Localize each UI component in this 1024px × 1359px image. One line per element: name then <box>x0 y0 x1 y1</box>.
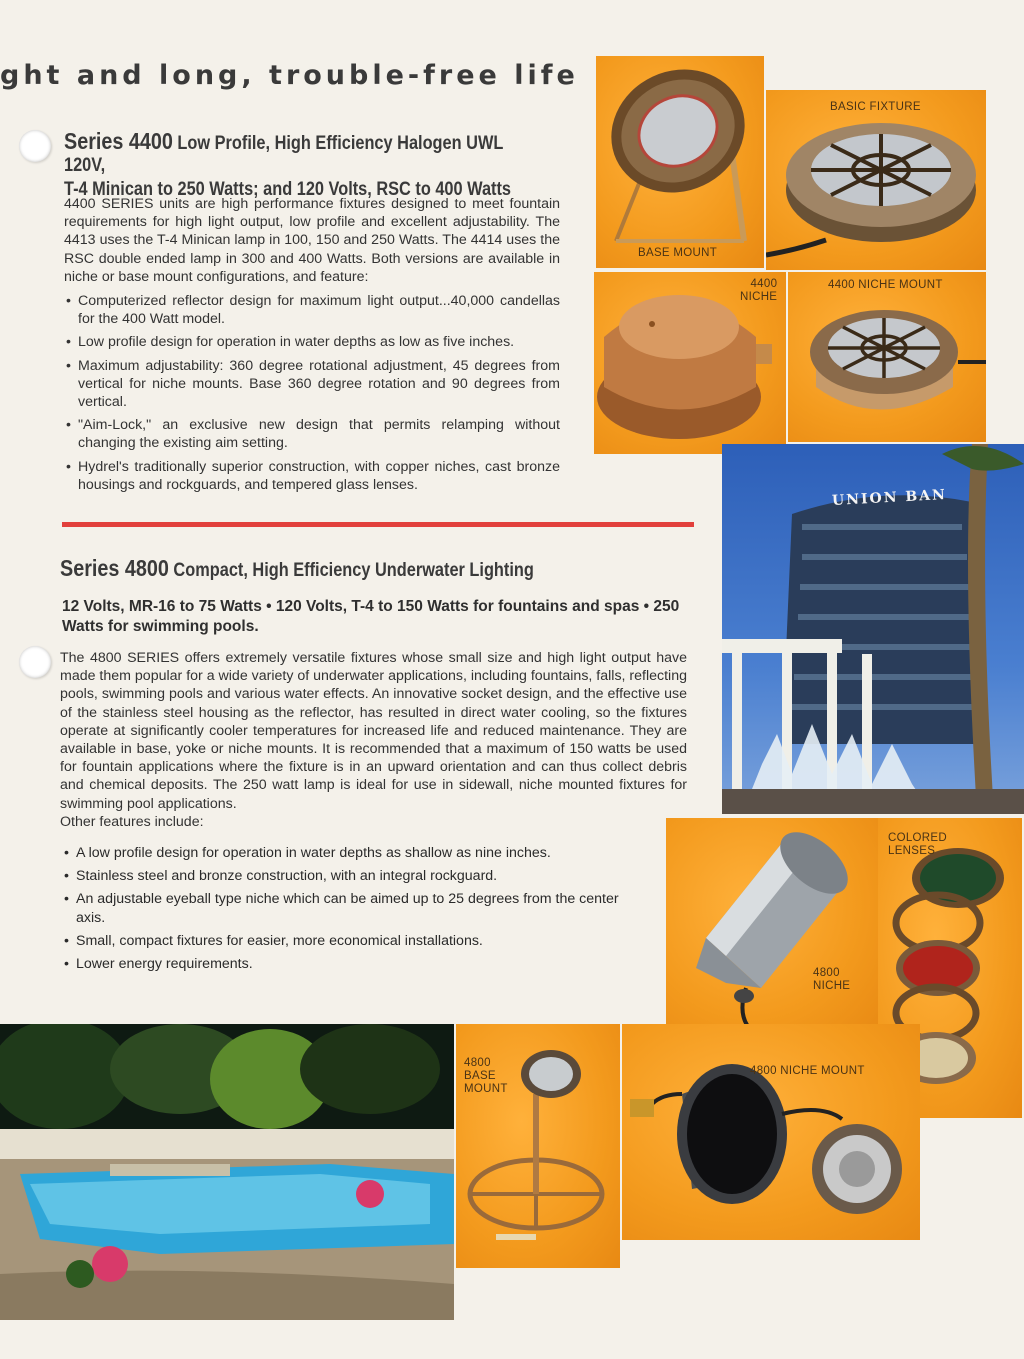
photo-4400-niche <box>594 272 786 454</box>
basic-fixture-illustration <box>766 90 986 270</box>
series-4800-intro: The 4800 SERIES offers extremely versatile fixtures whose small size and high light output have made them popular for a wide variety of underwater applications, including fountains, falls, reflecting pools, swimming pools and various water effects. An innovative socket design, and the effective use of the stainless steel housing as the reflector, has resulted in direct water cooling, so the fixtures operate at significantly cooler temperatures for increased life and reduced maintenance. They are available in base, yoke or niche mounts. It is recommended that a maximum of 150 watts be used for fountain applications where the fixture is in an upward orientation and can thus collect debris and chemical deposits. The 250 watt lamp is ideal for use in sidewall, niche mounted fixtures for swimming pool applications. <box>60 650 687 812</box>
series-4400-number: Series 4400 <box>64 128 173 154</box>
series-4800-title-rest: Compact, High Efficiency Underwater Lighting <box>168 560 534 581</box>
caption-4800-base-mount <box>464 1057 508 1096</box>
series-4800-body <box>60 649 687 831</box>
pool-scene-illustration <box>0 1024 454 1320</box>
caption-colored-lenses-line2: LENSES <box>888 845 936 857</box>
list-item: • A low profile design for operation in water depths as shallow as nine inches. <box>62 844 638 862</box>
caption-4800-base-line2: BASE <box>464 1070 496 1082</box>
series-4800-subhead: 12 Volts, MR-16 to 75 Watts • 120 Volts, T-4 to 150 Watts for fountains and spas • 250 Watts for swimming pools. <box>62 598 680 635</box>
photo-4800-base-mount <box>456 1024 620 1268</box>
building-sign: UNION BAN <box>831 487 948 509</box>
caption-colored-lenses-line1: COLORED <box>888 832 947 844</box>
list-item: • Small, compact fixtures for easier, more economical installations. <box>62 932 638 950</box>
series-4800-number: Series 4800 <box>60 555 169 581</box>
photo-union-bank-building <box>722 444 1024 814</box>
caption-4800-niche <box>813 967 850 993</box>
photo-base-mount <box>596 56 764 268</box>
photo-4800-niche-mount <box>622 1024 920 1240</box>
caption-base-mount: BASE MOUNT <box>638 247 718 259</box>
caption-colored-lenses <box>888 832 947 858</box>
photo-4400-niche-mount <box>788 272 986 442</box>
caption-4400-niche <box>740 278 777 304</box>
series-4800-features-wrap <box>62 844 638 978</box>
caption-4800-niche-line1: 4800 <box>813 967 840 979</box>
niche-mount-4400-illustration <box>788 272 986 442</box>
list-item: • Computerized reflector design for maximum light output...40,000 candellas for the 400 Watt model. <box>64 292 560 328</box>
series-4400-intro: 4400 SERIES units are high performance fixtures designed to meet fountain requirements for high light output, low profile and excellent adjustability. The 4413 uses the T-4 Minican lamp in 100, 150 and 250 Watts. The 4414 uses the RSC double ended lamp in 300 and 400 Watts. Both versions are available in niche or base mount configurations, and feature: <box>64 196 560 285</box>
series-4400-title-line2: T-4 Minican to 250 Watts; and 120 Volts, RSC to 400 Watts <box>64 179 512 200</box>
series-4400-features <box>64 292 560 494</box>
binder-hole-top <box>19 130 51 162</box>
base-mount-fixture-illustration <box>596 56 764 268</box>
list-item: • Stainless steel and bronze construction, with an integral rockguard. <box>62 867 638 885</box>
list-item: • Lower energy requirements. <box>62 955 638 973</box>
series-4400-body <box>64 195 560 499</box>
caption-4800-niche-line2: NICHE <box>813 980 851 992</box>
list-item: • Maximum adjustability: 360 degree rotational adjustment, 45 degrees from vertical for niche mounts. Base 360 degree rotation and 90 degrees from vertical. <box>64 357 560 412</box>
page-headline: ght and long, trouble-free life <box>0 60 579 91</box>
photo-4800-niche <box>666 818 878 1038</box>
caption-basic-fixture: BASIC FIXTURE <box>830 101 921 113</box>
caption-4400-niche-line2: NICHE <box>740 291 778 303</box>
caption-4400-niche-line1: 4400 <box>750 278 778 290</box>
section-divider <box>62 522 694 527</box>
series-4800-title <box>60 555 542 582</box>
list-item: • Hydrel's traditionally superior construction, with copper niches, cast bronze housings and rockguards, and tempered glass lenses. <box>64 458 560 494</box>
binder-hole-middle <box>19 646 51 678</box>
series-4400-title-line1: Low Profile, High Efficiency Halogen UWL 120V, <box>64 133 504 176</box>
caption-4800-niche-mount: 4800 NICHE MOUNT <box>750 1065 865 1077</box>
caption-4800-base-line1: 4800 <box>464 1057 491 1069</box>
photo-basic-fixture <box>766 90 986 270</box>
photo-swimming-pool <box>0 1024 454 1320</box>
list-item: • An adjustable eyeball type niche which can be aimed up to 25 degrees from the center axis. <box>62 890 638 926</box>
caption-4400-niche-mount: 4400 NICHE MOUNT <box>828 279 943 291</box>
list-item: • Low profile design for operation in water depths as low as five inches. <box>64 333 560 351</box>
niche-4800-illustration <box>666 818 878 1038</box>
caption-4800-base-line3: MOUNT <box>464 1083 508 1095</box>
niche-mount-4800-illustration <box>622 1024 920 1240</box>
list-item: • "Aim-Lock," an exclusive new design that permits relamping without changing the existing aim setting. <box>64 416 560 452</box>
series-4800-features <box>62 844 638 973</box>
series-4400-title <box>64 128 511 201</box>
series-4800-other-features: Other features include: <box>60 813 204 830</box>
